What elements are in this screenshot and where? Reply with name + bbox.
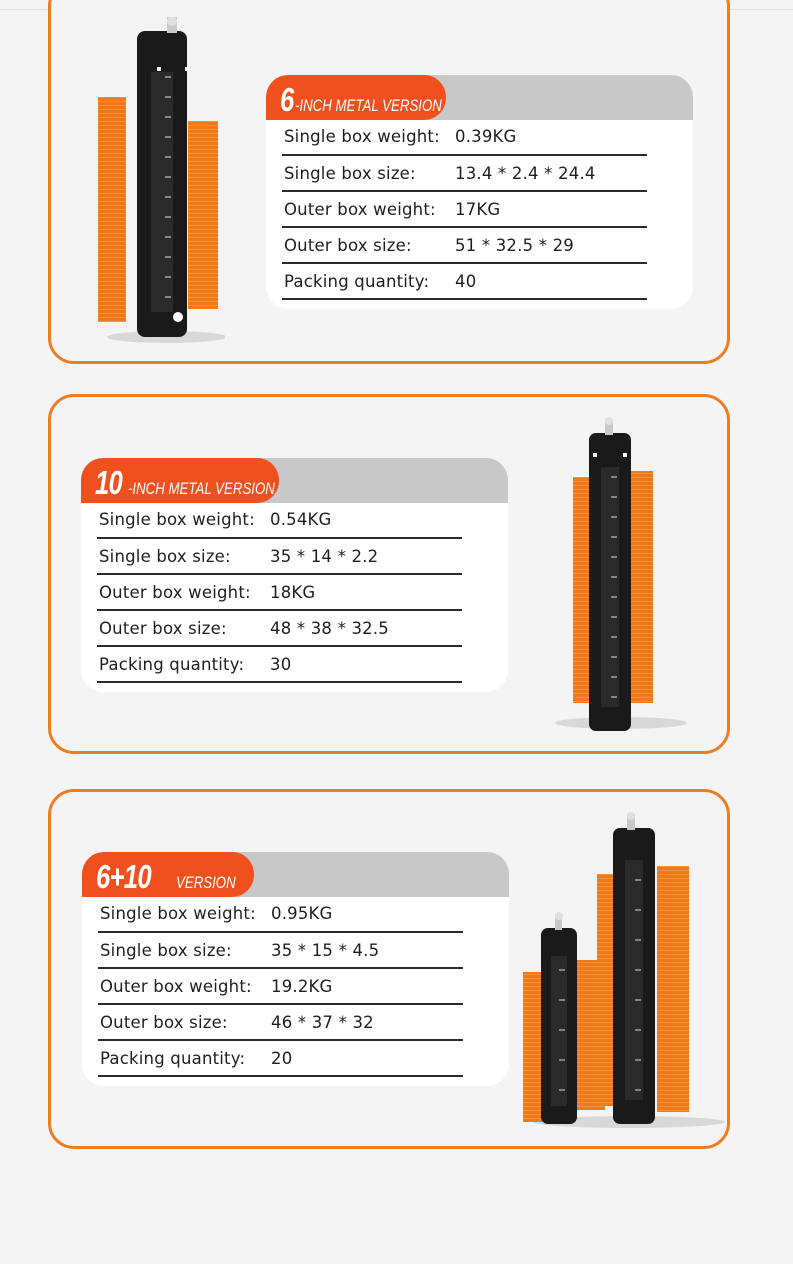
spec-label: Outer box size:: [100, 1012, 228, 1032]
spec-label: Outer box weight:: [100, 976, 252, 996]
spec-label: Single box size:: [100, 940, 232, 960]
spec-row: [282, 264, 647, 300]
section-10-inch: [48, 394, 730, 754]
spec-row: [282, 228, 647, 264]
spec-value: 40: [455, 271, 477, 291]
spec-list: [81, 502, 508, 683]
spec-value: 0.39KG: [455, 127, 517, 146]
version-suffix: -INCH METAL VERSION: [295, 96, 443, 115]
spec-label: Outer box size:: [284, 235, 412, 255]
version-number: 6: [280, 81, 294, 118]
spec-label: Outer box size:: [99, 618, 227, 638]
spec-value: 17KG: [455, 199, 501, 219]
spec-row: [98, 896, 463, 933]
spec-row: [97, 539, 462, 575]
spec-label: Single box weight:: [284, 127, 440, 146]
spec-row: [98, 969, 463, 1005]
version-suffix: VERSION: [176, 873, 237, 892]
spec-row: [97, 647, 462, 683]
spec-card-header: [266, 75, 693, 120]
contour-gauge-pair-image: [519, 810, 729, 1135]
spec-value: 13.4 * 2.4 * 24.4: [455, 163, 596, 183]
spec-label: Packing quantity:: [100, 1048, 246, 1068]
spec-label: Single box size:: [99, 546, 231, 566]
spec-row: [97, 502, 462, 539]
version-number: 10: [95, 464, 123, 501]
spec-row: [97, 611, 462, 647]
section-6-inch: [48, 0, 730, 364]
spec-card-10-inch: [81, 458, 508, 692]
spec-label: Single box weight:: [100, 904, 256, 923]
section-6-plus-10: [48, 789, 730, 1149]
spec-row: [282, 156, 647, 192]
spec-card-header: [81, 458, 508, 503]
spec-value: 48 * 38 * 32.5: [270, 618, 390, 638]
version-tag: [81, 458, 279, 503]
spec-label: Packing quantity:: [99, 654, 245, 674]
contour-gauge-10-inch-image: [551, 417, 691, 735]
spec-row: [98, 1005, 463, 1041]
version-tag: [266, 75, 446, 120]
spec-label: Single box weight:: [99, 510, 255, 529]
spec-row: [98, 933, 463, 969]
spec-row: [282, 119, 647, 156]
spec-value: 19.2KG: [271, 976, 333, 996]
version-tag: [82, 852, 254, 897]
spec-card-header: [82, 852, 509, 897]
spec-label: Packing quantity:: [284, 271, 430, 291]
spec-value: 30: [270, 654, 292, 674]
spec-list: [82, 896, 509, 1077]
spec-value: 0.54KG: [270, 510, 332, 529]
spec-value: 18KG: [270, 582, 316, 602]
spec-value: 35 * 15 * 4.5: [271, 940, 380, 960]
spec-value: 51 * 32.5 * 29: [455, 235, 575, 255]
version-suffix: -INCH METAL VERSION: [127, 479, 275, 498]
spec-row: [98, 1041, 463, 1077]
spec-card-6-plus-10: [82, 852, 509, 1086]
spec-value: 46 * 37 * 32: [271, 1012, 374, 1032]
spec-label: Outer box weight:: [284, 199, 436, 219]
contour-gauge-6-inch-image: [95, 17, 225, 347]
spec-card-6-inch: [266, 75, 693, 309]
spec-value: 0.95KG: [271, 904, 333, 923]
spec-row: [282, 192, 647, 228]
spec-value: 20: [271, 1048, 293, 1068]
version-number: 6+10: [96, 858, 151, 895]
spec-list: [266, 119, 693, 300]
spec-label: Single box size:: [284, 163, 416, 183]
spec-value: 35 * 14 * 2.2: [270, 546, 379, 566]
spec-label: Outer box weight:: [99, 582, 251, 602]
spec-row: [97, 575, 462, 611]
